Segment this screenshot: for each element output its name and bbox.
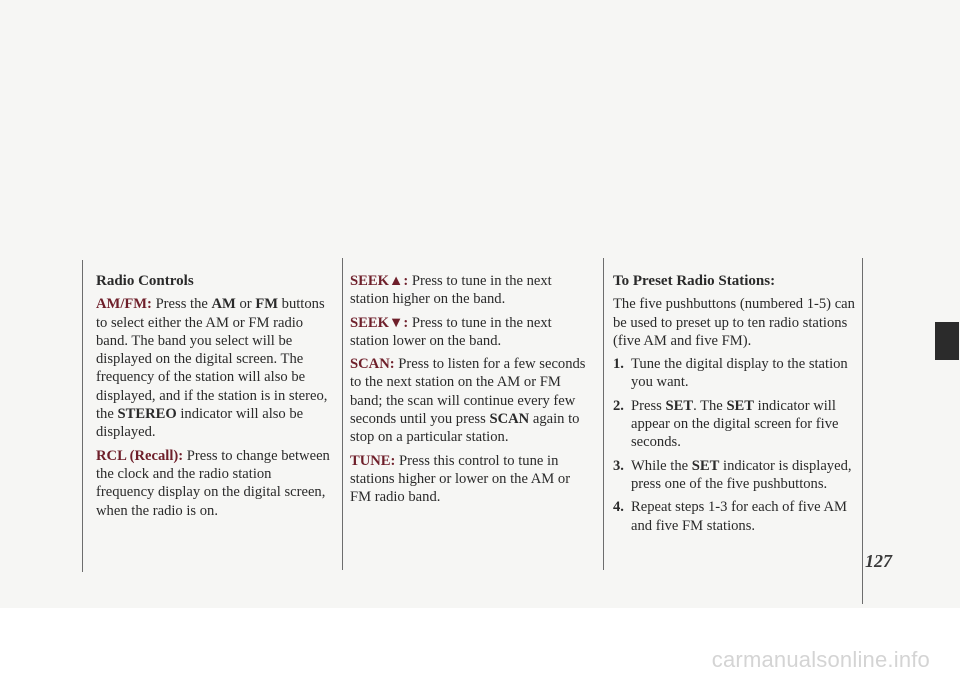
scan-term: SCAN: [350, 356, 395, 373]
page-number: 127 [865, 551, 892, 571]
seek-up-paragraph: SEEK▲: Press to tune in the next station higher on the band. [350, 273, 552, 308]
tune-paragraph: TUNE: Press this control to tune in stations higher or lower on the AM or FM radio band. [350, 452, 571, 506]
watermark: carmanualsonline.info [711, 647, 930, 672]
left-column [96, 272, 332, 525]
rcl-term: RCL (Recall): [96, 447, 184, 464]
column-rule-left [82, 260, 83, 572]
seek-down-paragraph: SEEK▼: Press to tune in the next station lower on the band. [350, 314, 552, 349]
right-column [613, 272, 856, 540]
section-heading-preset: To Preset Radio Stations: [613, 273, 776, 289]
preset-steps [613, 355, 856, 535]
scan-label: SCAN [489, 411, 530, 428]
tune-term: TUNE: [350, 452, 396, 469]
scan-paragraph: SCAN: Press to listen for a few seconds to the next station on the AM or FM band; the scan will continue every few seconds until you press SCAN again to stop on a particular station. [350, 356, 586, 446]
column-rule-far-right [862, 258, 863, 604]
column-rule-middle [342, 258, 343, 570]
seek-down-term: SEEK▼: [350, 314, 409, 331]
seek-up-term: SEEK▲: [350, 273, 409, 289]
rcl-paragraph: RCL (Recall): Press to change between the clock and the radio station frequency display on the digital screen, when the radio is on. [96, 447, 330, 519]
section-tab-marker [935, 322, 959, 360]
list-item: 4. Repeat steps 1-3 for each of five AM and five FM stations. [613, 499, 847, 534]
amfm-term: AM/FM: [96, 296, 152, 313]
preset-intro: The five pushbuttons (numbered 1-5) can be used to preset up to ten radio stations (five AM and five FM). [613, 296, 855, 349]
amfm-paragraph: AM/FM: Press the AM or FM buttons to select either the AM or FM radio band. The band you select will be displayed on the digital screen. The frequency of the station will also be displayed, and if the station is in stereo, the STEREO indicator will also be displayed. [96, 296, 328, 441]
list-item: 2. Press SET. The SET indicator will appear on the digital screen for five seconds. [613, 397, 839, 451]
fm-label: FM [255, 296, 279, 313]
middle-column [350, 272, 592, 512]
list-item: 3. While the SET indicator is displayed, press one of the five pushbuttons. [613, 457, 852, 492]
column-rule-right [603, 258, 604, 570]
stereo-label: STEREO [117, 406, 177, 423]
list-item: 1. Tune the digital display to the station you want. [613, 356, 848, 391]
am-label: AM [211, 296, 236, 313]
section-heading-radio-controls: Radio Controls [96, 273, 194, 289]
